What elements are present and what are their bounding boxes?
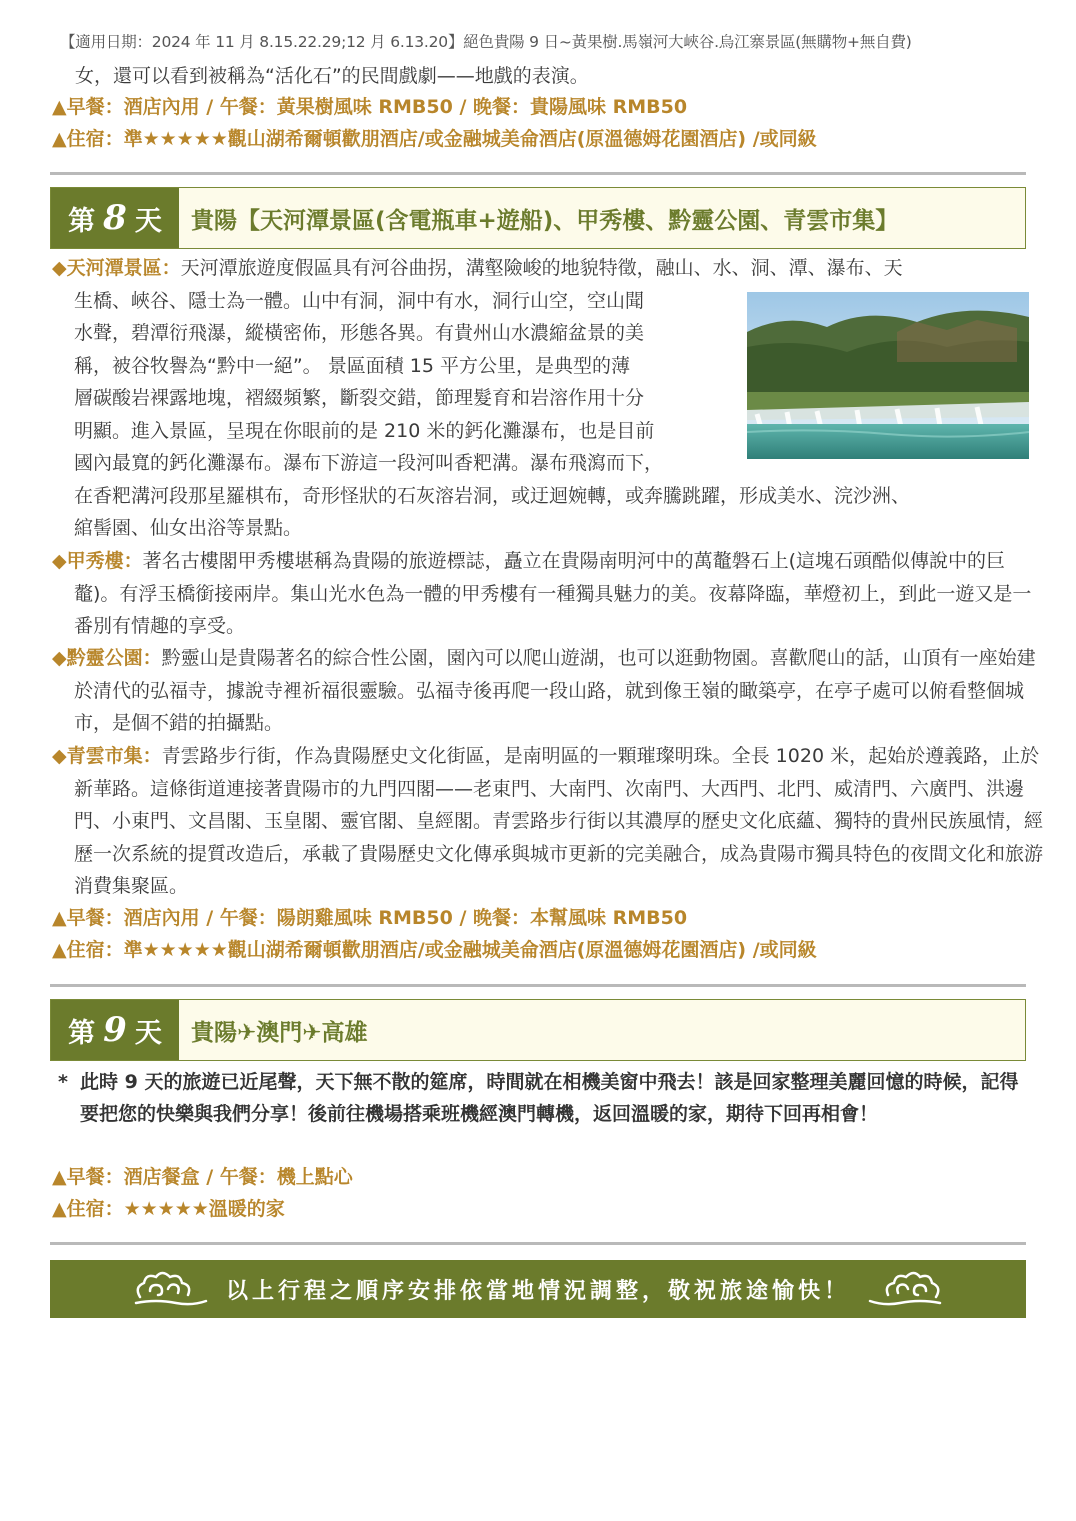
section-line: 綰髻園、仙女出浴等景點。 <box>74 517 303 539</box>
day9-meals: ▲早餐：酒店餐盒 / 午餐：機上點心 <box>52 1166 353 1188</box>
divider <box>50 1242 1026 1245</box>
section-qingyun-market <box>52 740 1048 903</box>
section-text: 青雲路步行街，作為貴陽歷史文化街區，是南明區的一顆璀璨明珠。全長 1020 米，起始於遵義路，止於新華路。這條街道連接著貴陽市的九門四閣——老東門、大南門、次南門、大西門、北門、威清門、六廣門、洪邊門、小東門、文昌閣、玉皇閣、靈官閣、皇經閣。青雲路步行街以其濃厚的歷史文化底蘊、獨特的貴州民族風情，經歷一次系統的提質改造后，承載了貴陽歷史文化傳承與城市更新的完美融合，成為貴陽市獨具特色的夜間文化和旅游消費集聚區。 <box>74 745 1044 897</box>
day9-text: 此時 9 天的旅遊已近尾聲，天下無不散的筵席，時間就在相機美窗中飛去！該是回家整理美麗回憶的時候，記得要把您的快樂與我們分享！後前往機場搭乘班機經澳門轉機，返回溫暖的家，期待下回再相會！ <box>80 1071 1019 1125</box>
bullet-icon: ◆ <box>52 745 67 767</box>
cloud-ornament-icon <box>868 1269 944 1309</box>
footer-text: 以上行程之順序安排依當地情況調整，敬祝旅途愉快！ <box>225 1278 850 1304</box>
previous-day-meals: ▲早餐：酒店內用 / 午餐：黃果樹風味 RMB50 / 晚餐：貴陽風味 RMB50 <box>52 96 688 118</box>
bullet-icon: ◆ <box>52 257 67 279</box>
day8-meals: ▲早餐：酒店內用 / 午餐：陽朗雞風味 RMB50 / 晚餐：本幫風味 RMB50 <box>52 907 688 929</box>
section-name: 黔靈公園： <box>66 647 162 669</box>
section-name: 天河潭景區： <box>66 257 181 279</box>
day9-header <box>50 999 1026 1061</box>
day-suffix: 天 <box>134 1017 162 1049</box>
day-prefix: 第 <box>68 1017 96 1049</box>
day8-hotel: ▲住宿：準★★★★★觀山湖希爾頓歡朋酒店/或金融城美侖酒店(原溫德姆花園酒店) /或同級 <box>52 939 817 961</box>
section-first-line <box>52 252 1026 285</box>
section-line: 層碳酸岩裸露地塊，褶綴頻繁，斷裂交錯，節理髮育和岩溶作用十分 <box>74 387 645 409</box>
cloud-ornament-icon <box>132 1269 208 1309</box>
day9-description <box>58 1066 1026 1130</box>
section-qianling-park <box>52 642 1048 740</box>
section-name: 青雲市集： <box>66 745 162 767</box>
day9-badge <box>51 1000 179 1060</box>
section-line: 國內最寬的鈣化灘瀑布。瀑布下游這一段河叫香粑溝。瀑布飛瀉而下， <box>74 452 664 474</box>
section-line: 天河潭旅遊度假區具有河谷曲拐，溝壑險峻的地貌特徵，融山、水、洞、潭、瀑布、天 <box>180 257 903 279</box>
day-number: 9 <box>103 1010 127 1050</box>
section-text: 黔靈山是貴陽著名的綜合性公園，園內可以爬山遊湖，也可以逛動物園。喜歡爬山的話，山頂有一座始建於清代的弘福寺，據說寺裡祈福很靈驗。弘福寺後再爬一段山路，就到像王嶺的瞰築亭，在亭子處可以俯看整個城市，是個不錯的拍攝點。 <box>74 647 1036 734</box>
divider <box>50 984 1026 987</box>
day-number: 8 <box>103 198 127 238</box>
section-line: 明顯。進入景區，呈現在你眼前的是 210 米的鈣化灘瀑布，也是目前 <box>74 419 655 442</box>
waterfall-photo <box>747 292 1029 459</box>
section-line: 稱，被谷牧譽為“黔中一絕”。 景區面積 15 平方公里，是典型的薄 <box>74 354 630 377</box>
section-line: 生橋、峽谷、隱士為一體。山中有洞，洞中有水，洞行山空，空山聞 <box>74 289 645 312</box>
divider <box>50 172 1026 175</box>
day9-hotel: ▲住宿：★★★★★溫暖的家 <box>52 1198 285 1220</box>
day8-title: 貴陽【天河潭景區(含電瓶車+遊船)、甲秀樓、黔靈公園、青雲市集】 <box>191 207 899 234</box>
day-prefix: 第 <box>68 205 96 237</box>
note-star: * <box>58 1071 68 1093</box>
day-suffix: 天 <box>134 205 162 237</box>
bullet-icon: ◆ <box>52 647 67 669</box>
section-line: 水聲，碧潭衍飛瀑，縱橫密佈，形態各異。有貴州山水濃縮盆景的美 <box>74 322 645 344</box>
previous-day-continuation: 女，還可以看到被稱為“活化石”的民間戲劇——地戲的表演。 <box>75 65 589 87</box>
section-name: 甲秀樓： <box>66 550 143 572</box>
section-jiaxiulou <box>52 545 1048 643</box>
footer-banner <box>50 1260 1026 1318</box>
section-line: 在香粑溝河段那星羅棋布，奇形怪狀的石灰溶岩洞，或迂迴婉轉，或奔騰跳躍，形成美水、浣沙洲、 <box>74 484 911 507</box>
tour-header: 【適用日期：2024 年 11 月 8.15.22.29;12 月 6.13.20】絕色貴陽 9 日~黃果樹.馬嶺河大峽谷.烏江寨景區(無購物+無自費) <box>60 33 912 51</box>
day9-title: 貴陽✈澳門✈高雄 <box>191 1019 368 1046</box>
section-text: 著名古樓閣甲秀樓堪稱為貴陽的旅遊標誌，矗立在貴陽南明河中的萬鼇磐石上(這塊石頭酷似傳說中的巨鼇)。有浮玉橋銜接兩岸。集山光水色為一體的甲秀樓有一種獨具魅力的美。夜幕降臨，華燈初上，到此一遊又是一番別有情趣的享受。 <box>74 550 1032 637</box>
previous-day-hotel: ▲住宿：準★★★★★觀山湖希爾頓歡朋酒店/或金融城美侖酒店(原溫德姆花園酒店) /或同級 <box>52 128 817 150</box>
bullet-icon: ◆ <box>52 550 67 572</box>
day8-badge <box>51 188 179 248</box>
day8-header <box>50 187 1026 249</box>
